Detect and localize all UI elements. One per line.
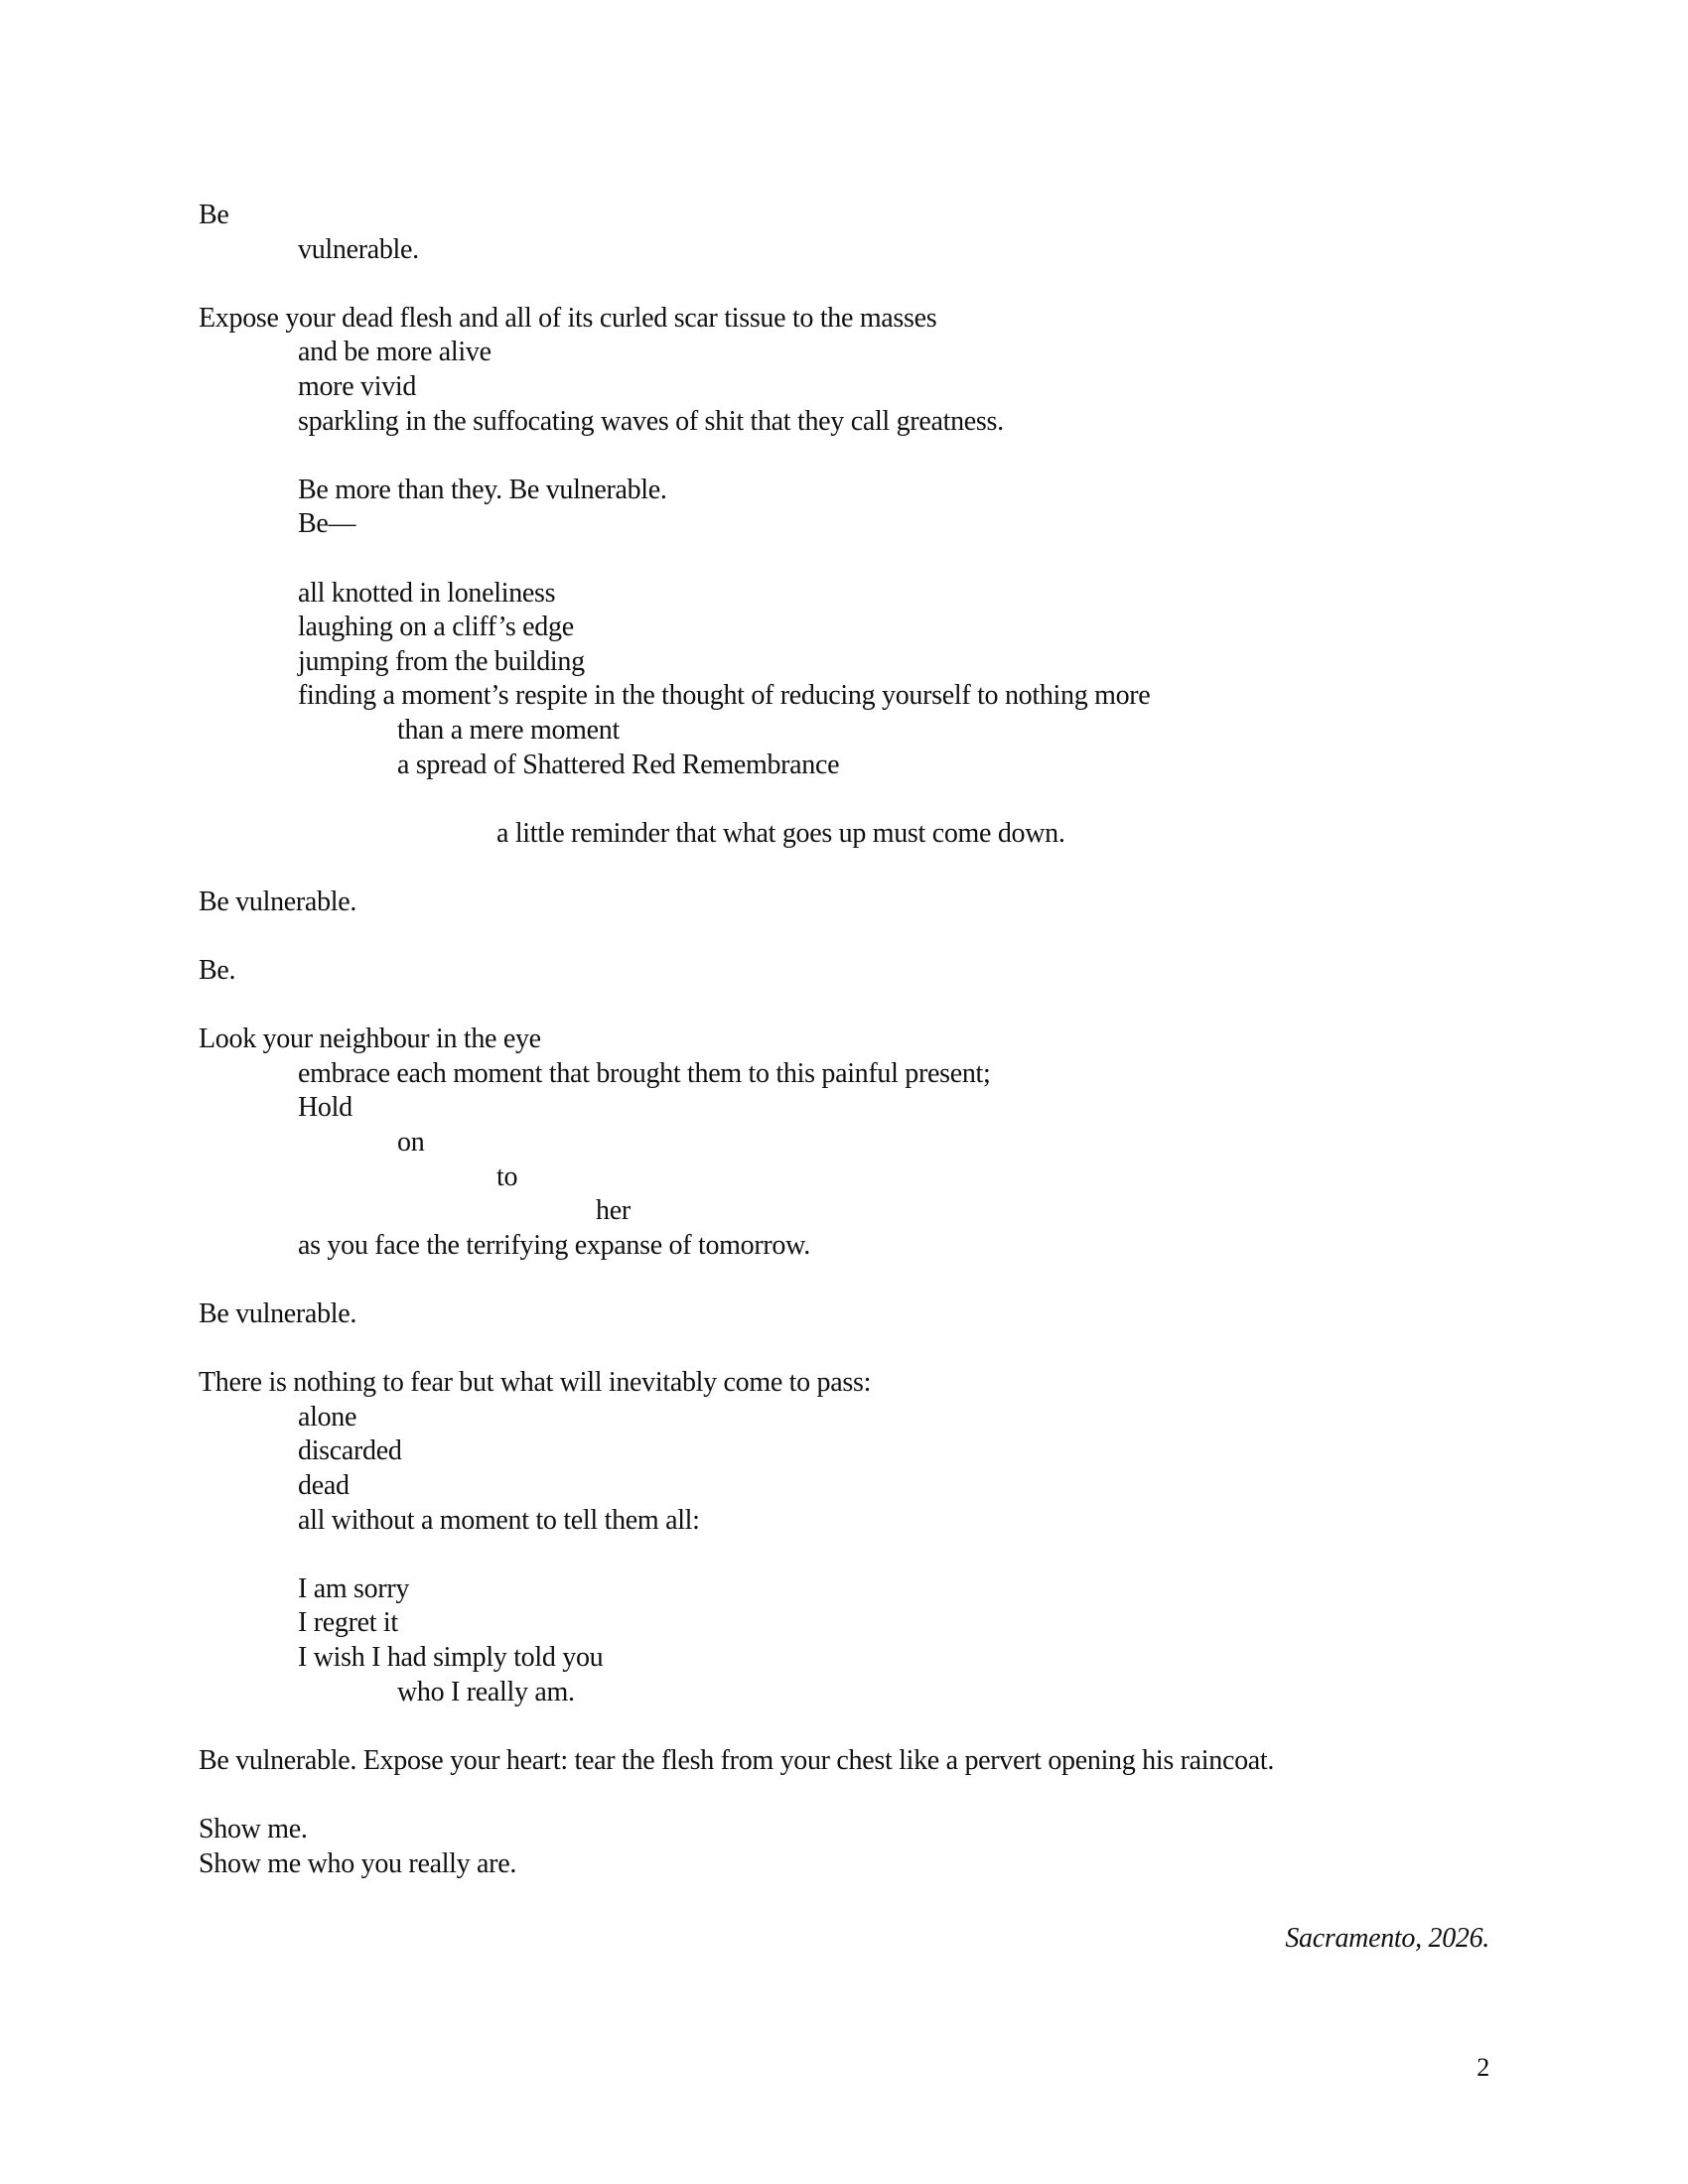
- poem-line: a spread of Shattered Red Remembrance: [397, 749, 840, 780]
- poem-line: a little reminder that what goes up must come down.: [496, 817, 1065, 849]
- stanza-break: [199, 267, 1489, 302]
- poem-line: Be.: [199, 955, 236, 987]
- poem-line: all knotted in loneliness: [298, 577, 556, 609]
- poem-line: all without a moment to tell them all:: [298, 1504, 700, 1536]
- poem-line: finding a moment’s respite in the thought of reducing yourself to nothing more: [298, 680, 1151, 712]
- poem-line: on: [397, 1127, 425, 1159]
- poem-line: I am sorry: [298, 1572, 410, 1604]
- stanza-break: [199, 1332, 1489, 1367]
- stanza-break: [199, 989, 1489, 1024]
- poem-line: laughing on a cliff’s edge: [298, 612, 574, 643]
- stanza-break: [199, 1709, 1489, 1744]
- poem-line: Be: [199, 200, 229, 230]
- poem-line: Be more than they. Be vulnerable.: [298, 474, 667, 505]
- poem-line: Be vulnerable.: [199, 1298, 357, 1329]
- stanza-break: [199, 919, 1489, 954]
- stanza-break: [199, 851, 1489, 886]
- poem-line: than a mere moment: [397, 714, 620, 746]
- poem-line: Show me who you really are.: [199, 1847, 517, 1879]
- poem-line: embrace each moment that brought them to this painful present;: [298, 1057, 991, 1089]
- poem-line: dead: [298, 1469, 350, 1501]
- poem-line: Look your neighbour in the eye: [199, 1024, 541, 1055]
- poem-line: Be—: [298, 508, 356, 540]
- poem-line: more vivid: [298, 370, 417, 402]
- stanza-break: [199, 439, 1489, 474]
- poem-line: sparkling in the suffocating waves of shit that they call greatness.: [298, 405, 1004, 437]
- poem-line: jumping from the building: [298, 645, 585, 677]
- poem-line: and be more alive: [298, 337, 492, 368]
- poem-line: There is nothing to fear but what will inevitably come to pass:: [199, 1367, 872, 1399]
- poem-line: who I really am.: [397, 1676, 575, 1707]
- poem-line: alone: [298, 1401, 357, 1433]
- stanza-break: [199, 542, 1489, 577]
- place-date-signature: Sacramento, 2026.: [1285, 1923, 1489, 1954]
- poem-line: Show me.: [199, 1813, 308, 1844]
- stanza-break: [199, 782, 1489, 817]
- poem-line: I wish I had simply told you: [298, 1641, 604, 1673]
- poem-line: vulnerable.: [298, 233, 419, 265]
- page-number: 2: [1477, 2053, 1489, 2082]
- poem-line: Be vulnerable.: [199, 886, 357, 917]
- poem-line: Be vulnerable. Expose your heart: tear the flesh from your chest like a pervert opening his raincoat.: [199, 1744, 1275, 1776]
- stanza-break: [199, 1263, 1489, 1297]
- poem-line: Expose your dead flesh and all of its curled scar tissue to the masses: [199, 302, 937, 334]
- poem-line: Hold: [298, 1092, 352, 1124]
- poem-line: discarded: [298, 1435, 402, 1467]
- poem-line: as you face the terrifying expanse of tomorrow.: [298, 1229, 810, 1261]
- poem-body: [199, 199, 1489, 1881]
- poem-line: her: [596, 1195, 631, 1227]
- poem-line: to: [496, 1160, 518, 1192]
- poem-line: I regret it: [298, 1607, 398, 1639]
- stanza-break: [199, 1778, 1489, 1813]
- stanza-break: [199, 1538, 1489, 1572]
